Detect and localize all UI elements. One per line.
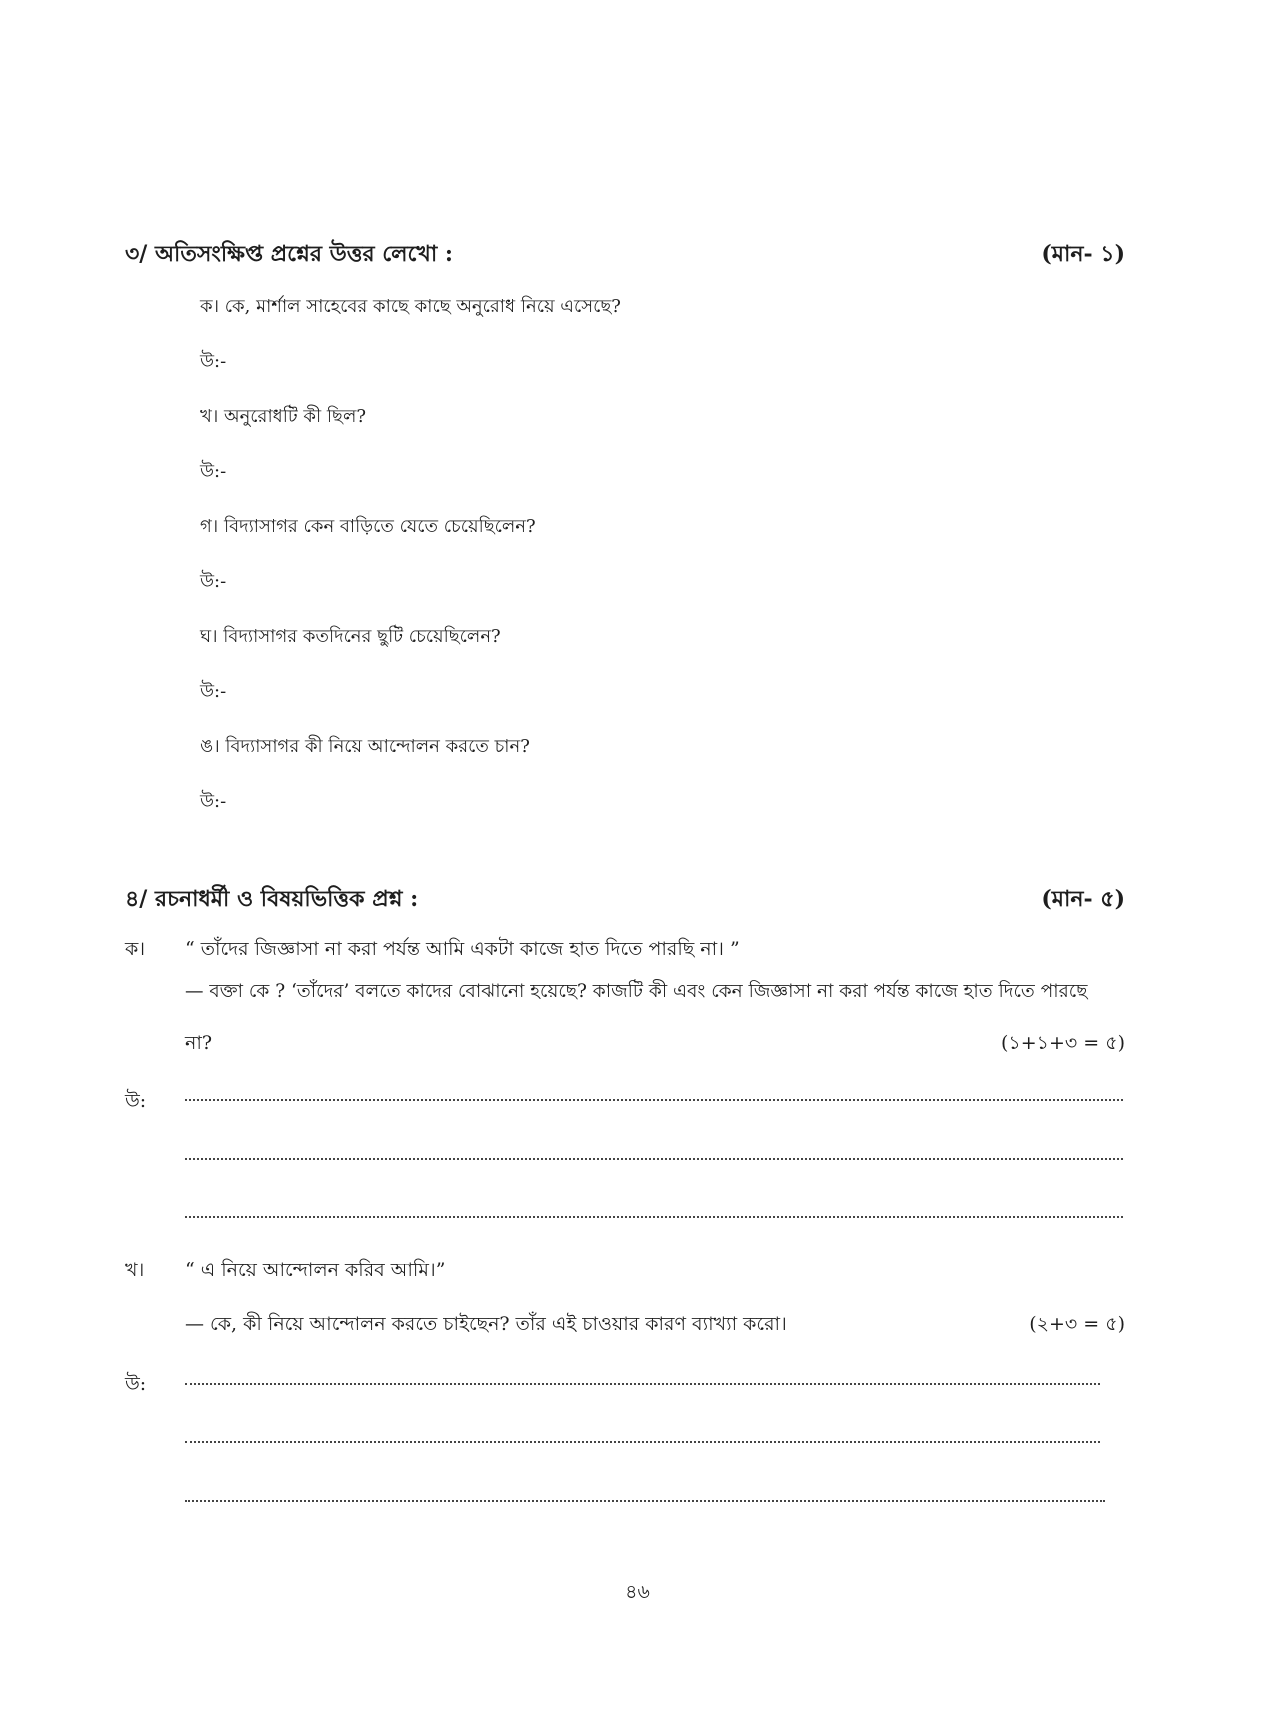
short-question-ga: গ। বিদ্যাসাগর কেন বাড়িতে যেতে চেয়েছিলেন? xyxy=(200,516,536,537)
page-number: ৪৬ xyxy=(625,1581,650,1603)
part-kha-marks: (২+৩ = ৫) xyxy=(1029,1313,1125,1335)
answer-line[interactable] xyxy=(185,1500,1105,1502)
part-ka-quote: “ তাঁদের জিজ্ঞাসা না করা পর্যন্ত আমি একটা কাজে হাত দিতে পারছি না। ” xyxy=(185,938,740,960)
part-ka-label: ক। xyxy=(125,938,146,960)
answer-label-gha: উ:- xyxy=(200,681,227,702)
short-question-kha: খ। অনুরোধটি কী ছিল? xyxy=(200,406,367,427)
section-3-marks: (মান- ১) xyxy=(1041,241,1125,267)
short-question-ka: ক। কে, মার্শাল সাহেবের কাছে কাছে অনুরোধ নিয়ে এসেছে? xyxy=(200,296,621,317)
part-ka-marks: (১+১+৩ = ৫) xyxy=(1000,1032,1125,1054)
part-kha-quote: “ এ নিয়ে আন্দোলন করিব আমি।” xyxy=(185,1259,446,1281)
answer-label-uma: উ:- xyxy=(200,791,227,812)
section-3-title: ৩/ অতিসংক্ষিপ্ত প্রশ্নের উত্তর লেখো : xyxy=(125,241,453,267)
section-4-marks: (মান- ৫) xyxy=(1041,886,1125,912)
answer-line[interactable] xyxy=(185,1441,1100,1443)
part-kha-label: খ। xyxy=(125,1259,145,1281)
answer-label-ka: উ:- xyxy=(200,351,227,372)
answer-label-kha: উ:- xyxy=(200,461,227,482)
answer-line[interactable] xyxy=(185,1158,1123,1160)
part-ka-answer-label: উ: xyxy=(125,1090,147,1112)
part-ka-prompt: — বক্তা কে ? ‘তাঁদের’ বলতে কাদের বোঝানো হয়েছে? কাজটি কী এবং কেন জিজ্ঞাসা না করা পর্যন্ত কাজে হাত দিতে পারছে xyxy=(185,981,1088,1002)
short-question-gha: ঘ। বিদ্যাসাগর কতদিনের ছুটি চেয়েছিলেন? xyxy=(200,626,501,647)
answer-line[interactable] xyxy=(185,1216,1123,1218)
part-kha-prompt: — কে, কী নিয়ে আন্দোলন করতে চাইছেন? তাঁর এই চাওয়ার কারণ ব্যাখ্যা করো। xyxy=(185,1313,787,1335)
answer-line[interactable] xyxy=(185,1099,1123,1101)
short-question-uma: ঙ। বিদ্যাসাগর কী নিয়ে আন্দোলন করতে চান? xyxy=(200,736,530,757)
answer-line[interactable] xyxy=(185,1383,1100,1385)
section-4-title: ৪/ রচনাধর্মী ও বিষয়ভিত্তিক প্রশ্ন : xyxy=(125,886,419,912)
part-ka-prompt-continued: না? xyxy=(185,1032,213,1054)
part-kha-answer-label: উ: xyxy=(125,1373,147,1395)
answer-label-ga: উ:- xyxy=(200,571,227,592)
